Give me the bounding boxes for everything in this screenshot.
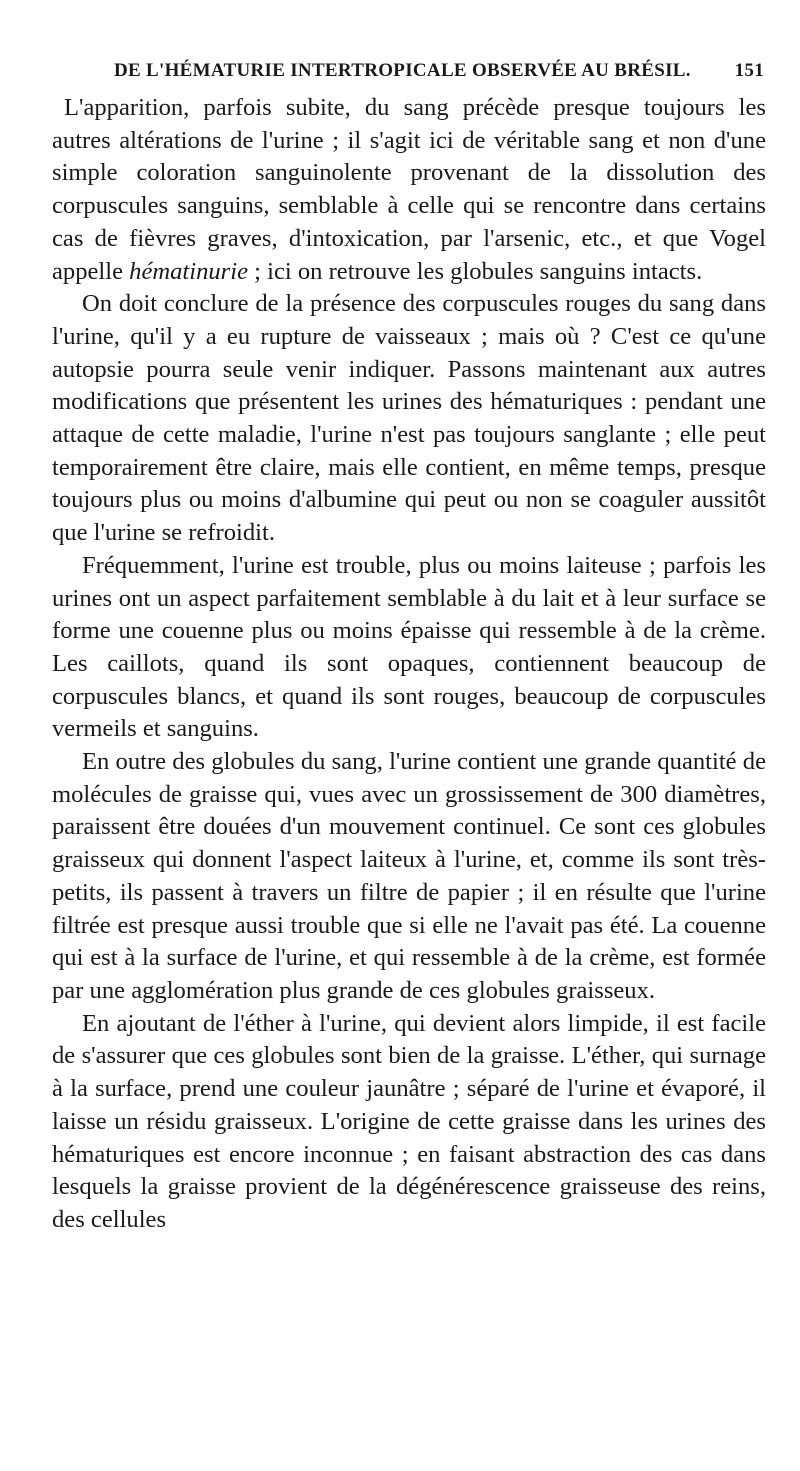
running-title: DE L'HÉMATURIE INTERTROPICALE OBSERVÉE AU BRÉSIL. xyxy=(114,60,691,81)
paragraph-1-text-start: L'apparition, parfois subite, du sang précède presque toujours les autres altérations de l'urine ; il s'agit ici de véritable sang et non d'une simple coloration sanguinolente provenant de la dissolution des corpuscules sanguins, semblable à celle qui se rencontre dans certains cas de fièvres graves, d'intoxication, par l'arsenic, etc., et que Vogel appelle xyxy=(52,94,766,285)
page-number: 151 xyxy=(734,60,764,81)
paragraph-1 xyxy=(52,92,766,288)
body-text xyxy=(52,92,766,1237)
italic-term-hematinurie: hématinurie xyxy=(129,257,249,285)
paragraph-5: En ajoutant de l'éther à l'urine, qui devient alors limpide, il est facile de s'assurer que ces globules sont bien de la graisse. L'éther, qui surnage à la surface, prend une couleur jaunâtre ; séparé de l'urine et évaporé, il laisse un résidu graisseux. L'origine de cette graisse dans les urines des hématuriques est encore inconnue ; en faisant abstraction des cas dans lesquels la graisse provient de la dégénérescence graisseuse des reins, des cellules xyxy=(52,1009,766,1233)
paragraph-4: En outre des globules du sang, l'urine contient une grande quantité de molécules de graisse qui, vues avec un grossissement de 300 diamètres, paraissent être douées d'un mouvement continuel. Ce sont ces globules graisseux qui donnent l'aspect laiteux à l'urine, et, comme ils sont très-petits, ils passent à travers un filtre de papier ; il en résulte que l'urine filtrée est presque aussi trouble que si elle ne l'avait pas été. La couenne qui est à la surface de l'urine, et qui ressemble à de la crème, est formée par une agglomération plus grande de ces globules graisseux. xyxy=(52,748,766,1004)
running-head xyxy=(52,58,766,92)
paragraph-2: On doit conclure de la présence des corpuscules rouges du sang dans l'urine, qu'il y a eu rupture de vaisseaux ; mais où ? C'est ce qu'une autopsie pourra seule venir indiquer. Passons maintenant aux autres modifications que présentent les urines des hématuriques : pendant une attaque de cette maladie, l'urine n'est pas toujours sanglante ; elle peut temporairement être claire, mais elle contient, en même temps, presque toujours plus ou moins d'albumine qui peut ou non se coaguler aussitôt que l'urine se refroidit. xyxy=(52,290,766,547)
page xyxy=(52,58,766,1237)
paragraph-3: Fréquemment, l'urine est trouble, plus ou moins laiteuse ; parfois les urines ont un aspect parfaitement semblable à du lait et à leur surface se forme une couenne plus ou moins épaisse qui ressemble à de la crème. Les caillots, quand ils sont opaques, contiennent beaucoup de corpuscules blancs, et quand ils sont rouges, beaucoup de corpuscules vermeils et sanguins. xyxy=(52,551,766,743)
paragraph-1-text-end: ; ici on retrouve les globules sanguins intacts. xyxy=(248,257,703,285)
